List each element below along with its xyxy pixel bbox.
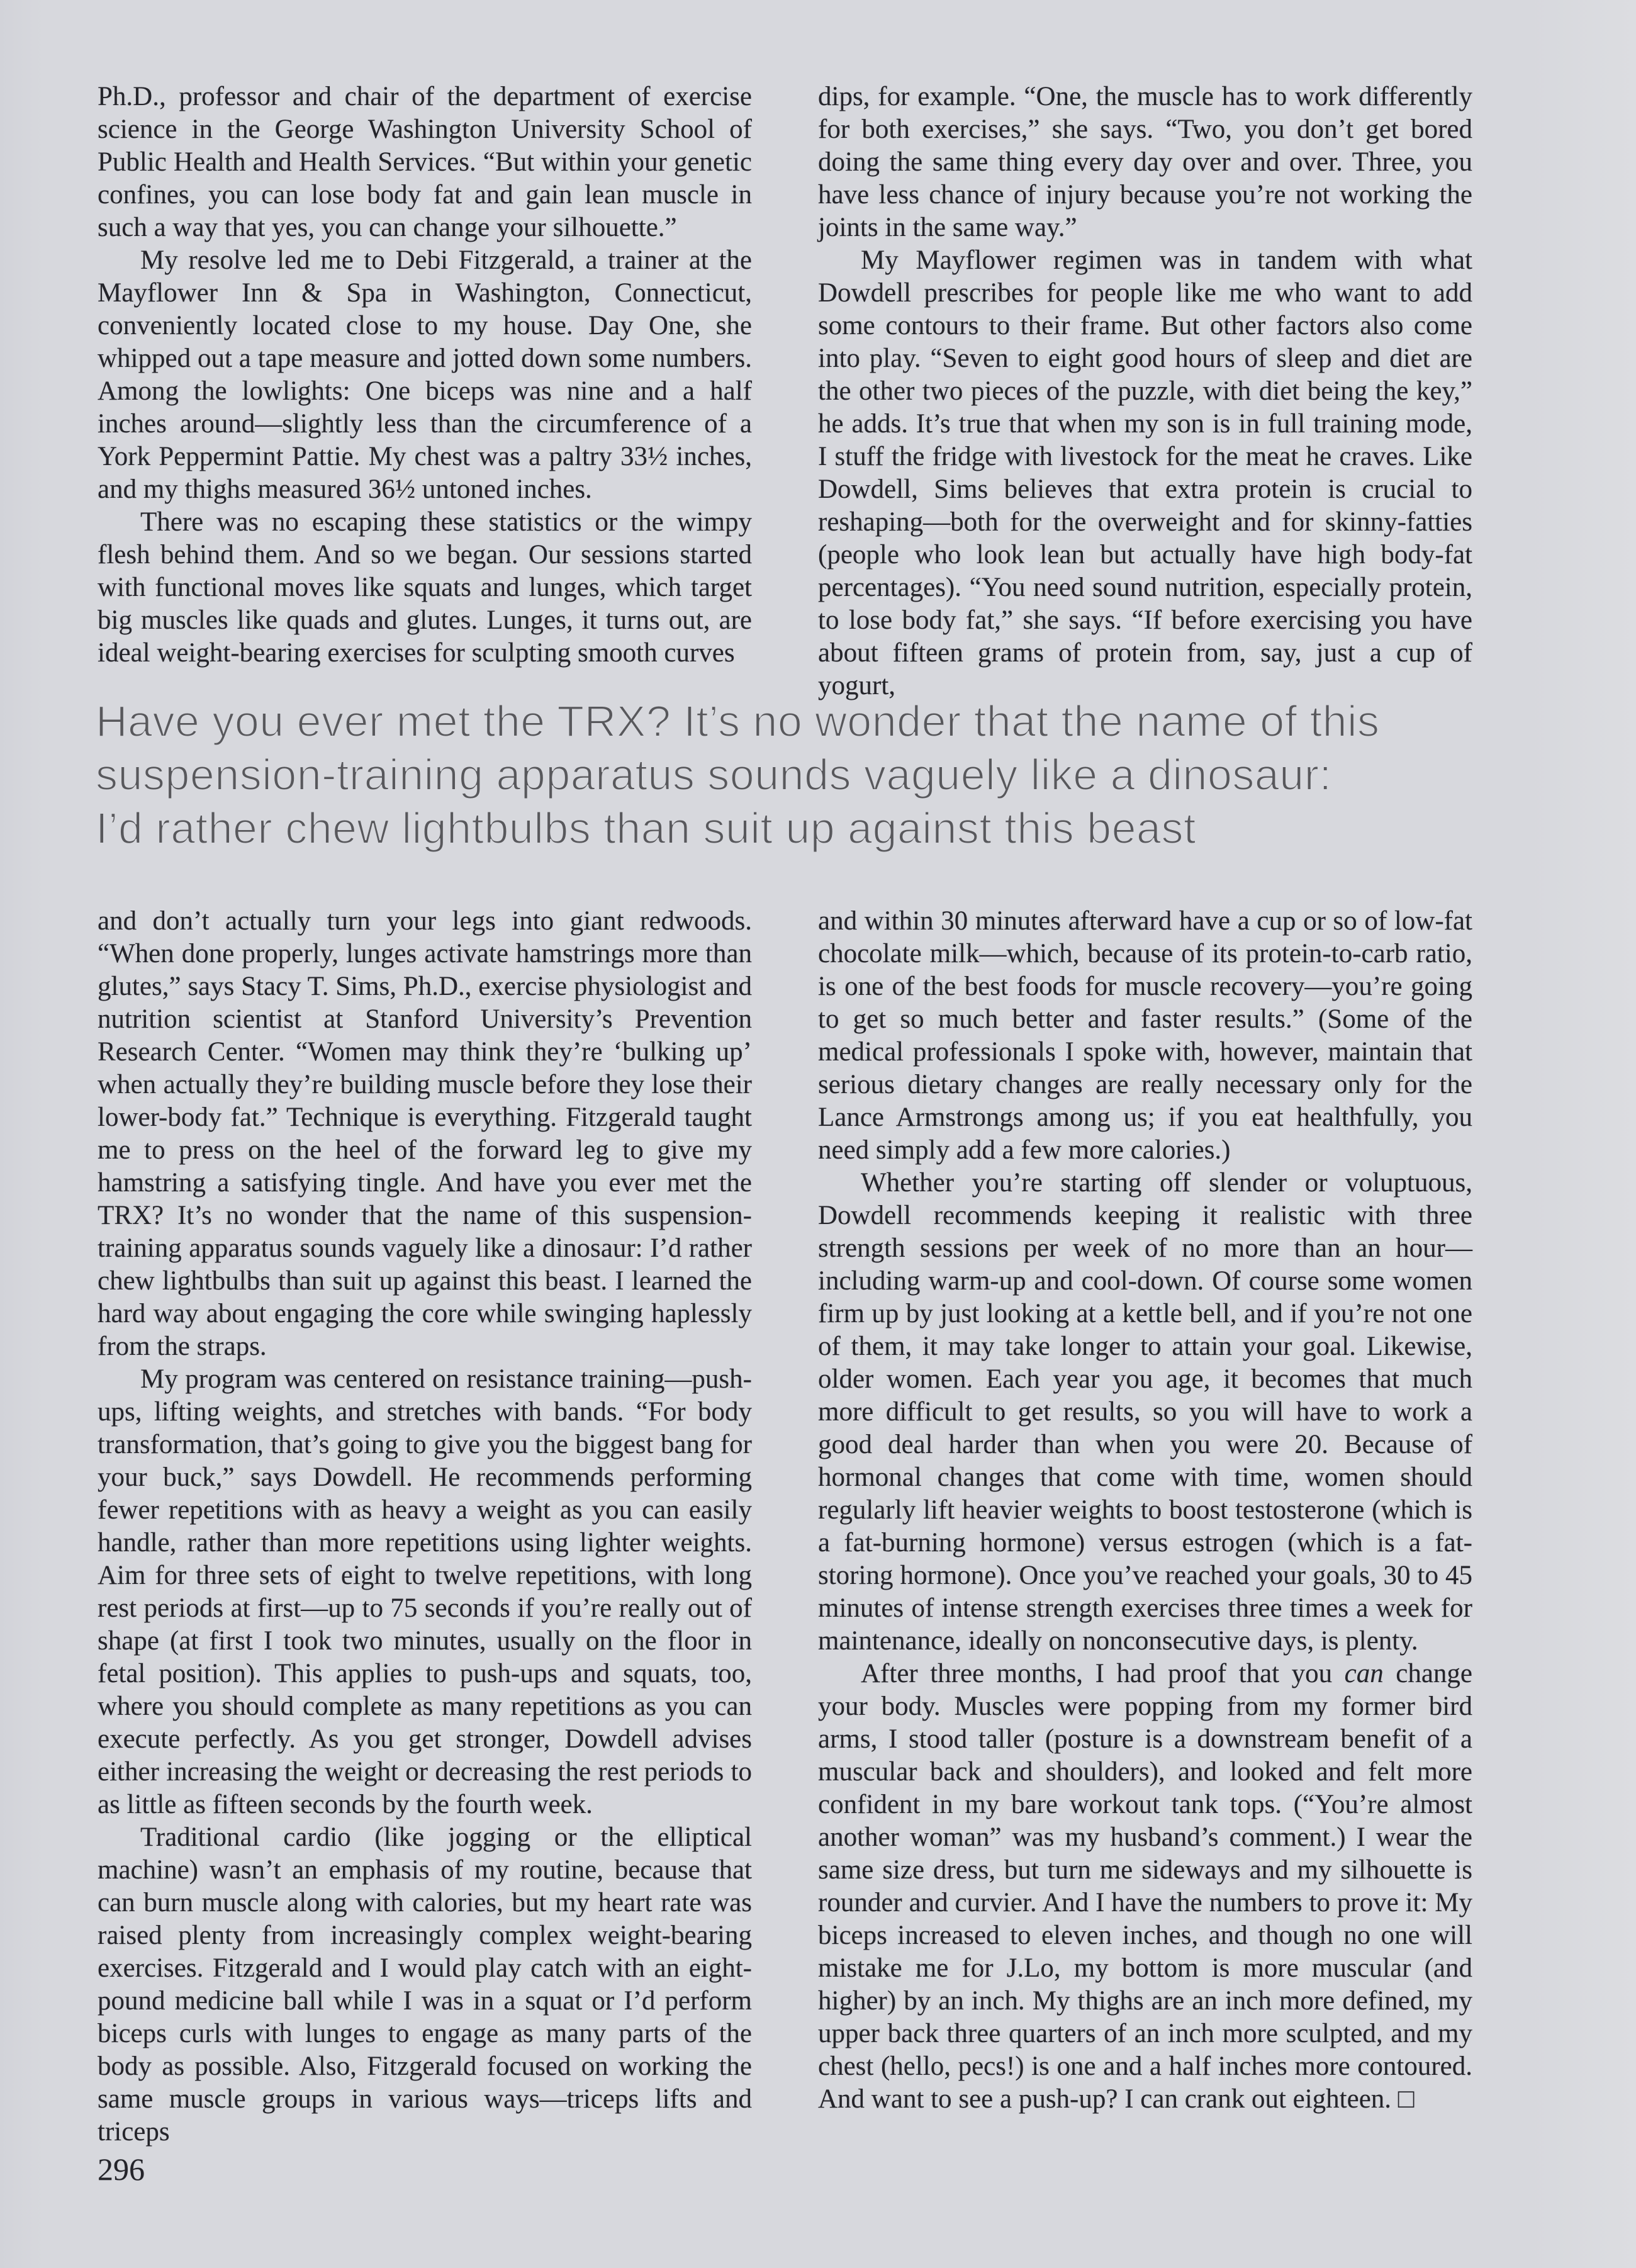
pull-quote-line: suspension-training apparatus sounds vaguely like a dinosaur:: [96, 750, 1332, 799]
text-run: change your body. Muscles were popping from my former bird arms, I stood taller (posture is a downstream benefit of a muscular back and shoulders), and looked and felt more confident in my bare workout tank tops. (“You’re almost another woman” was my husband’s comment.) I wear the same size dress, but turn me sideways and my silhouette is rounder and curvier. And I have the numbers to prove it: My biceps increased to eleven inches, and though no one will mistake me for J.Lo, my bottom is more muscular (and higher) by an inch. My thighs are an inch more defined, my upper back three quarters of an inch more sculpted, and my chest (hello, pecs!) is one and a half inches more contoured. And want to see a push-up? I can crank out eighteen. □: [818, 1659, 1472, 2114]
pull-quote-line: I’d rather chew lightbulbs than suit up against this beast: [96, 804, 1196, 853]
paragraph: [818, 1658, 1472, 2116]
text-run: Whether you’re starting off slender or voluptuous, Dowdell recommends keeping it realistic with three strength sessions per week of no more than an hour—including warm-up and cool-down. Of course some women firm up by just looking at a kettle bell, and if you’re not one of them, it may take longer to attain your goal. Likewise, older women. Each year you age, it becomes that much more difficult to get results, so you will have to work a good deal harder than when you were 20. Because of hormonal changes that come with time, women should regularly lift heavier weights to boost testosterone (which is a fat-burning hormone) versus estrogen (which is a fat-storing hormone). Once you’ve reached your goals, 30 to 45 minutes of intense strength exercises three times a week for maintenance, ideally on nonconsecutive days, is plenty.: [818, 1168, 1472, 1656]
paragraph: [818, 905, 1472, 1167]
body-section: [98, 905, 1472, 2148]
paragraph: [98, 1363, 752, 1821]
text-run: Ph.D., professor and chair of the department of exercise science in the George Washington University School of Public Health and Health Services. “But within your genetic confines, you can lose body fat and gain lean muscle in such a way that yes, you can change your silhouette.”: [98, 82, 752, 242]
paragraph: [818, 1167, 1472, 1658]
paragraph: [98, 1821, 752, 2148]
text-run: and don’t actually turn your legs into giant redwoods. “When done properly, lunges activate hamstrings more than glutes,” says Stacy T. Sims, Ph.D., exercise physiologist and nutrition scientist at Stanford University’s Prevention Research Center. “Women may think they’re ‘bulking up’ when actually they’re building muscle before they lose their lower-body fat.” Technique is everything. Fitzgerald taught me to press on the heel of the forward leg to give my hamstring a satisfying tingle. And have you ever met the TRX? It’s no wonder that the name of this suspension-training apparatus sounds vaguely like a dinosaur: I’d rather chew lightbulbs than suit up against this beast. I learned the hard way about engaging the core while swinging haplessly from the straps.: [98, 906, 752, 1361]
intro-section: [98, 81, 1472, 702]
paragraph: [98, 81, 752, 244]
text-run: My Mayflower regimen was in tandem with what Dowdell prescribes for people like me who want to add some contours to their frame. But other factors also come into play. “Seven to eight good hours of sleep and diet are the other two pieces of the puzzle, with diet being the key,” he adds. It’s true that when my son is in full training mode, I stuff the fridge with livestock for the meat he craves. Like Dowdell, Sims believes that extra protein is crucial to reshaping—both for the overweight and for skinny-fatties (people who look lean but actually have high body-fat percentages). “You need sound nutrition, especially protein, to lose body fat,” she says. “If before exercising you have about fifteen grams of protein from, say, just a cup of yogurt,: [818, 245, 1472, 700]
text-run: Traditional cardio (like jogging or the elliptical machine) wasn’t an emphasis of my routine, because that can burn muscle along with calories, but my heart rate was raised plenty from increasingly complex weight-bearing exercises. Fitzgerald and I would play catch with an eight-pound medicine ball while I was in a squat or I’d perform biceps curls with lunges to engage as many parts of the body as possible. Also, Fitzgerald focused on working the same muscle groups in various ways—triceps lifts and triceps: [98, 1822, 752, 2147]
paragraph: [98, 506, 752, 670]
bottom-left-column: [98, 905, 752, 2148]
text-run: There was no escaping these statistics or the wimpy flesh behind them. And so we began. Our sessions started with functional moves like squats and lunges, which target big muscles like quads and glutes. Lunges, it turns out, are ideal weight-bearing exercises for sculpting smooth curves: [98, 507, 752, 668]
paragraph: [98, 905, 752, 1363]
pull-quote-line: Have you ever met the TRX? It’s no wonder that the name of this: [96, 697, 1380, 746]
pull-quote: [96, 695, 1562, 855]
text-run: My resolve led me to Debi Fitzgerald, a trainer at the Mayflower Inn & Spa in Washington, Connecticut, conveniently located close to my house. Day One, she whipped out a tape measure and jotted down some numbers. Among the lowlights: One biceps was nine and a half inches around—slightly less than the circumference of a York Peppermint Pattie. My chest was a paltry 33½ inches, and my thighs measured 36½ untoned inches.: [98, 245, 752, 504]
text-run: My program was centered on resistance training—push-ups, lifting weights, and stretches with bands. “For body transformation, that’s going to give you the biggest bang for your buck,” says Dowdell. He recommends performing fewer repetitions with as heavy a weight as you can easily handle, rather than more repetitions using lighter weights. Aim for three sets of eight to twelve repetitions, with long rest periods at first—up to 75 seconds if you’re really out of shape (at first I took two minutes, usually on the floor in fetal position). This applies to push-ups and squats, too, where you should complete as many repetitions as you can execute perfectly. As you get stronger, Dowdell advises either increasing the weight or decreasing the rest periods to as little as fifteen seconds by the fourth week.: [98, 1364, 752, 1819]
text-run: dips, for example. “One, the muscle has to work differently for both exercises,” she says. “Two, you don’t get bored doing the same thing every day over and over. Three, you have less chance of injury because you’re not working the joints in the same way.”: [818, 82, 1472, 242]
paragraph: [818, 244, 1472, 702]
paragraph: [818, 81, 1472, 244]
paragraph: [98, 244, 752, 506]
italic-text: can: [1344, 1659, 1384, 1688]
top-left-column: [98, 81, 752, 702]
page-number: 296: [98, 2152, 145, 2187]
text-run: After three months, I had proof that you: [861, 1659, 1345, 1688]
text-run: and within 30 minutes afterward have a cup or so of low-fat chocolate milk—which, because of its protein-to-carb ratio, is one of the best foods for muscle recovery—you’re going to get so much better and faster results.” (Some of the medical professionals I spoke with, however, maintain that serious dietary changes are really necessary only for the Lance Armstrongs among us; if you eat healthfully, you need simply add a few more calories.): [818, 906, 1472, 1165]
bottom-right-column: [818, 905, 1472, 2148]
top-right-column: [818, 81, 1472, 702]
